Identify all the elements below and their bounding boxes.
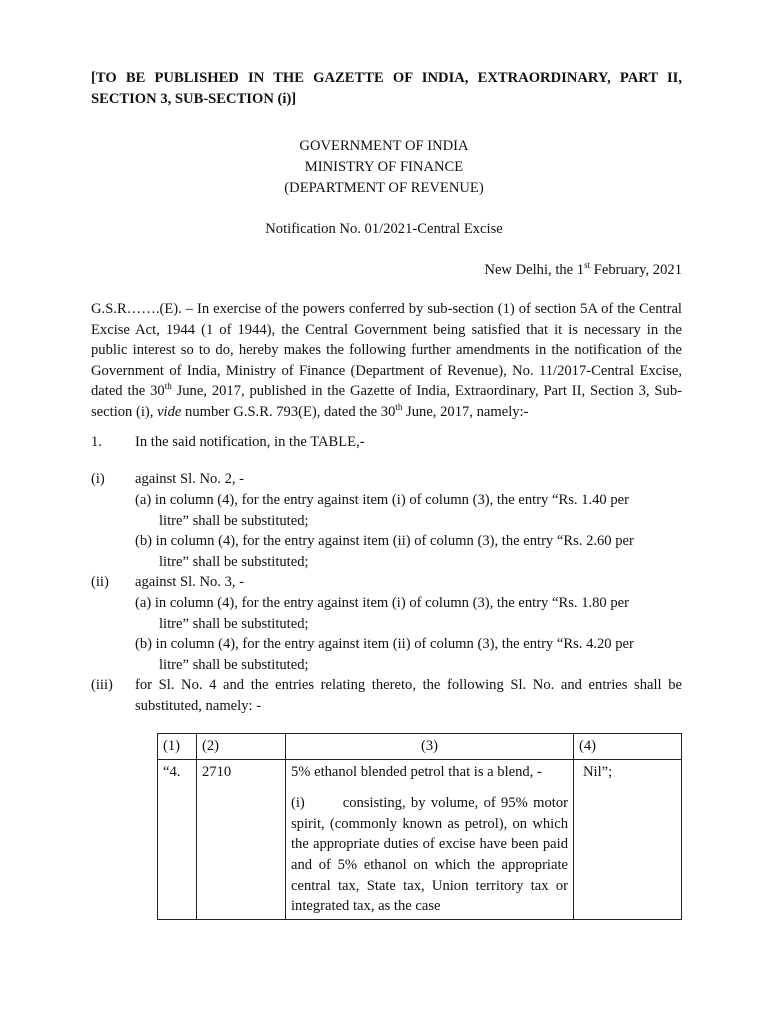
table-cell-heading: 2710 xyxy=(197,759,286,919)
clause-iii-text: for Sl. No. 4 and the entries relating thereto, the following Sl. No. and entries shall be substituted, namely: - xyxy=(135,677,682,714)
table-header-row xyxy=(158,734,682,760)
preamble-mid: June, 2017, published in the Gazette of India, Extraordinary, Part II, Section 3, Sub-section (i), xyxy=(91,383,682,420)
ministry-title: MINISTRY OF FINANCE xyxy=(304,159,464,175)
table-cell-sl-no: “4. xyxy=(158,759,197,919)
notification-number: Notification No. 01/2021-Central Excise xyxy=(265,221,503,237)
table-header-cell: (4) xyxy=(574,734,682,760)
clause-ii-a-line1: (a) in column (4), for the entry against item (i) of column (3), the entry “Rs. 1.80 per xyxy=(135,595,630,611)
clause-ii-number: (ii) xyxy=(91,574,109,590)
clause-i-b-line1: (b) in column (4), for the entry against item (ii) of column (3), the entry “Rs. 2.60 per xyxy=(135,533,634,549)
clause-ii-b-line1: (b) in column (4), for the entry against item (ii) of column (3), the entry “Rs. 4.20 per xyxy=(135,636,634,652)
clause-i-b-line2: litre” shall be substituted; xyxy=(159,554,309,570)
clause-i-a-line1: (a) in column (4), for the entry against item (i) of column (3), the entry “Rs. 1.40 per xyxy=(135,492,630,508)
preamble-mid2: number G.S.R. 793(E), dated the 30 xyxy=(181,403,396,420)
clause-ii-a-line2: litre” shall be substituted; xyxy=(159,616,309,632)
table-header-cell: (2) xyxy=(197,734,286,760)
table-header-cell: (1) xyxy=(158,734,197,760)
preamble-end: June, 2017, namely:- xyxy=(402,403,529,420)
clause-ii-b-line2: litre” shall be substituted; xyxy=(159,657,309,673)
rate-value: Nil”; xyxy=(583,763,613,780)
entries-table xyxy=(157,733,682,920)
item-1-text: In the said notification, in the TABLE,- xyxy=(135,434,365,450)
date-sup: st xyxy=(584,260,591,271)
gazette-heading: [TO BE PUBLISHED IN THE GAZETTE OF INDIA, EXTRAORDINARY, PART II, SECTION 3, SUB-SECTION (i)] xyxy=(91,70,682,107)
preamble-vide: vide xyxy=(157,403,182,420)
clause-number: (i) xyxy=(291,795,305,812)
description-lead: 5% ethanol blended petrol that is a blend, - xyxy=(291,763,542,780)
preamble-text: G.S.R…….(E). – In exercise of the powers conferred by sub-section (1) of section 5A of the Central Excise Act, 1944 (1 of 1944), the Central Government being satisfied that it is necessary in the public interest so to do, hereby makes the following further amendments in the notification of the Government of India, Ministry of Finance (Department of Revenue), No. 11/2017-Central Excise, dated the 30 xyxy=(91,301,682,400)
item-1-number: 1. xyxy=(91,434,102,450)
clause-text: consisting, by volume, of 95% motor spirit, (commonly known as petrol), on which the appropriate duties of excise have been paid and of 5% ethanol on which the appropriate central tax, State tax, Union territory tax or integrated tax, as the case xyxy=(291,795,568,915)
date-line xyxy=(91,260,682,281)
government-title: GOVERNMENT OF INDIA xyxy=(299,138,469,154)
clause-i-a-line2: litre” shall be substituted; xyxy=(159,513,309,529)
preamble-paragraph xyxy=(91,299,682,423)
table-cell-description xyxy=(286,759,574,919)
department-title: (DEPARTMENT OF REVENUE) xyxy=(284,180,484,196)
date-suffix: February, 2021 xyxy=(590,262,682,278)
preamble-sup-1: th xyxy=(164,381,172,392)
table-header-cell: (3) xyxy=(286,734,574,760)
date-prefix: New Delhi, the 1 xyxy=(484,262,585,278)
clause-ii-text: against Sl. No. 3, - xyxy=(135,574,245,590)
clause-i-text: against Sl. No. 2, - xyxy=(135,471,245,487)
clause-iii-number: (iii) xyxy=(91,677,113,693)
table-cell-rate xyxy=(574,759,682,919)
description-clause xyxy=(291,793,568,917)
clause-i-number: (i) xyxy=(91,471,105,487)
table-row xyxy=(158,759,682,919)
preamble-sup-2: th xyxy=(395,402,403,413)
